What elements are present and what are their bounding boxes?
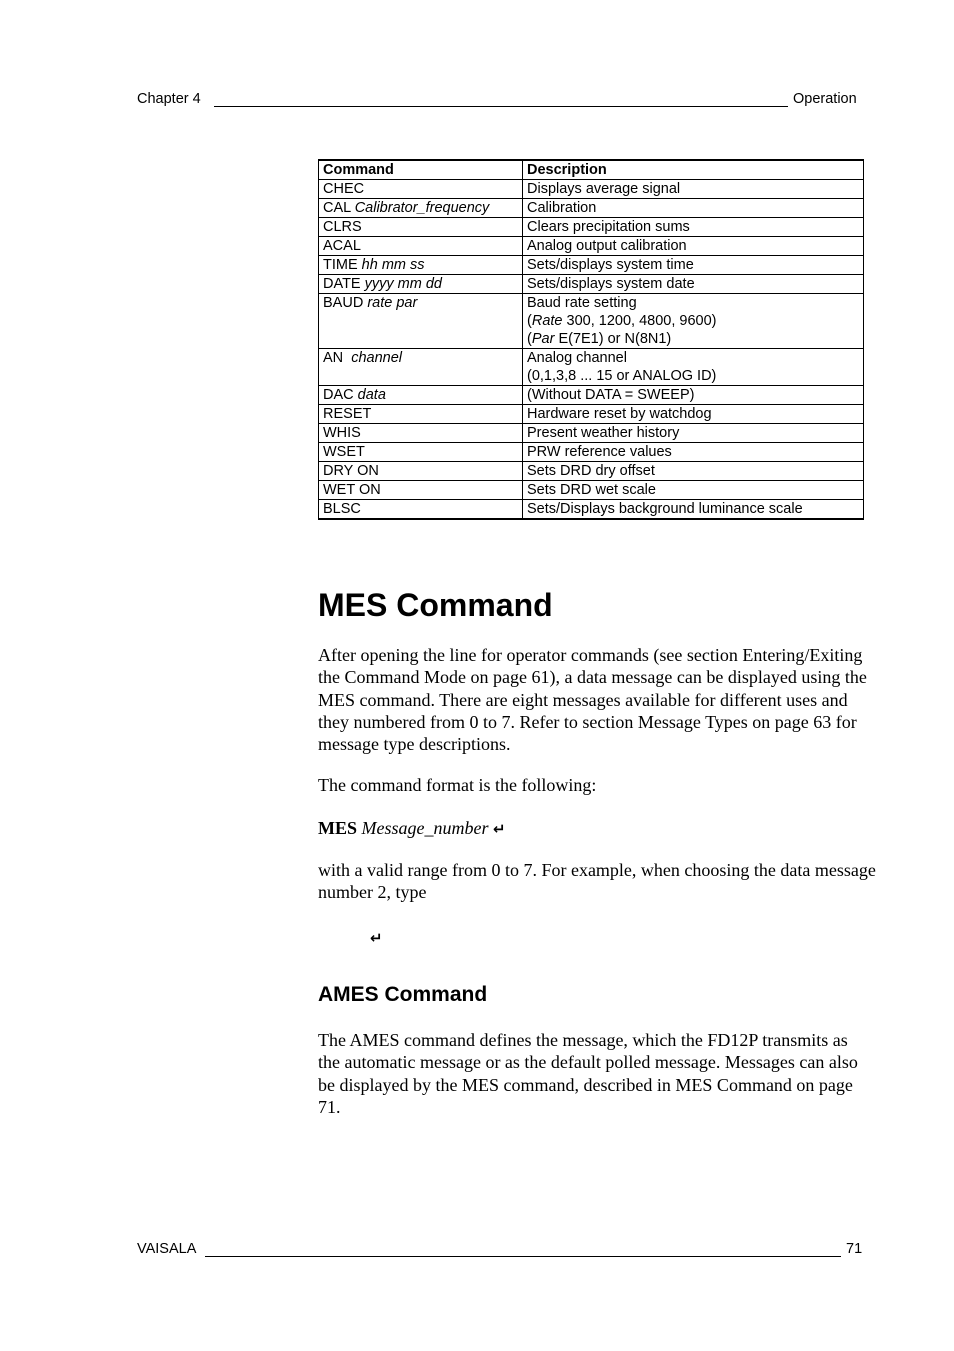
- subsection-paragraph: The AMES command defines the message, which the FD12P transmits as the automatic message or as the default polled message. Messages can also be displayed by the MES command, described in MES Command on page 71.: [318, 1030, 858, 1117]
- table-row: [319, 386, 864, 405]
- column-header-command: Command: [319, 160, 523, 180]
- example-line: [370, 926, 410, 949]
- description-line: Calibration: [527, 200, 597, 216]
- command-name: WSET: [323, 444, 365, 460]
- command-cell: [319, 405, 523, 424]
- command-name: DATE: [323, 276, 365, 292]
- description-text: 300, 1200, 4800, 9600): [562, 313, 717, 329]
- command-table: [318, 159, 864, 520]
- description-cell: [523, 294, 864, 349]
- description-line: PRW reference values: [527, 444, 672, 460]
- description-cell: [523, 500, 864, 520]
- description-line: Sets DRD wet scale: [527, 482, 656, 498]
- section-paragraph-intro: After opening the line for operator commands (see section Entering/Exiting the Command Mode on page 61), a data message can be displayed using the MES command. There are eight messages available for different uses and they numbered from 0 to 7. Refer to section Message Types on page 63 for message type descriptions.: [318, 645, 867, 755]
- table-row: [319, 405, 864, 424]
- description-parameter: Par: [531, 331, 555, 347]
- syntax-argument: Message_number: [361, 818, 489, 838]
- description-cell: [523, 275, 864, 294]
- description-line: Analog output calibration: [527, 238, 687, 254]
- table-body: [319, 180, 864, 520]
- command-cell: [319, 386, 523, 405]
- description-cell: [523, 199, 864, 218]
- description-line: (Without DATA = SWEEP): [527, 387, 695, 403]
- footer-company: VAISALA: [137, 1241, 197, 1257]
- column-header-description: Description: [523, 160, 864, 180]
- description-line: [527, 330, 859, 348]
- page-number: 71: [846, 1241, 863, 1257]
- description-cell: [523, 237, 864, 256]
- command-argument: data: [357, 387, 386, 403]
- table-row: [319, 256, 864, 275]
- command-name: DAC: [323, 387, 358, 403]
- description-text: (: [527, 331, 532, 347]
- table-row: [319, 199, 864, 218]
- description-line: (0,1,3,8 ... 15 or ANALOG ID): [527, 368, 717, 384]
- description-line: Displays average signal: [527, 181, 681, 197]
- footer-rule: [205, 1256, 841, 1257]
- command-syntax: [318, 817, 878, 840]
- description-line: Sets/displays system time: [527, 257, 694, 273]
- header-rule: [214, 106, 788, 107]
- description-cell: [523, 349, 864, 386]
- command-argument: hh mm ss: [361, 257, 425, 273]
- description-line: Sets/displays system date: [527, 276, 695, 292]
- table-row: [319, 500, 864, 520]
- description-cell: [523, 386, 864, 405]
- command-name: CAL: [323, 200, 355, 216]
- command-name: CHEC: [323, 181, 365, 197]
- description-line: Baud rate setting: [527, 295, 637, 311]
- description-cell: [523, 481, 864, 500]
- command-cell: [319, 462, 523, 481]
- command-cell: [319, 424, 523, 443]
- enter-key-icon: ↵: [370, 929, 383, 947]
- table-header-row: [319, 160, 864, 180]
- enter-key-icon: ↵: [493, 820, 506, 838]
- description-cell: [523, 256, 864, 275]
- command-cell: [319, 199, 523, 218]
- table-row: [319, 180, 864, 199]
- command-argument: channel: [351, 350, 402, 366]
- command-name: AN: [323, 350, 352, 366]
- command-cell: [319, 256, 523, 275]
- description-line: Clears precipitation sums: [527, 219, 690, 235]
- description-cell: [523, 443, 864, 462]
- command-name: CLRS: [323, 219, 362, 235]
- command-name: RESET: [323, 406, 372, 422]
- command-cell: [319, 349, 523, 386]
- command-cell: [319, 500, 523, 520]
- table-row: [319, 218, 864, 237]
- table-row: [319, 294, 864, 349]
- table-row: [319, 424, 864, 443]
- description-line: Sets DRD dry offset: [527, 463, 655, 479]
- command-name: WET ON: [323, 482, 381, 498]
- description-line: Hardware reset by watchdog: [527, 406, 712, 422]
- description-cell: [523, 462, 864, 481]
- command-name: DRY ON: [323, 463, 379, 479]
- command-cell: [319, 218, 523, 237]
- description-cell: [523, 180, 864, 199]
- command-cell: [319, 275, 523, 294]
- section-title: MES Command: [318, 587, 553, 623]
- table-row: [319, 462, 864, 481]
- description-cell: [523, 405, 864, 424]
- command-cell: [319, 481, 523, 500]
- description-line: [527, 312, 859, 330]
- section-paragraph-range: with a valid range from 0 to 7. For example, when choosing the data message number 2, type: [318, 860, 876, 903]
- header-chapter: Chapter 4: [137, 91, 201, 107]
- command-name: WHIS: [323, 425, 361, 441]
- command-name: BLSC: [323, 501, 361, 517]
- command-argument: rate par: [367, 295, 418, 311]
- section-paragraph-format: The command format is the following:: [318, 775, 597, 795]
- description-line: Present weather history: [527, 425, 680, 441]
- header-section: Operation: [793, 91, 857, 107]
- command-argument: yyyy mm dd: [364, 276, 442, 292]
- description-text: E(7E1) or N(8N1): [554, 331, 672, 347]
- command-argument: Calibrator_frequency: [354, 200, 490, 216]
- table-row: [319, 481, 864, 500]
- table-row: [319, 275, 864, 294]
- command-name: ACAL: [323, 238, 361, 254]
- description-text: (: [527, 313, 532, 329]
- command-name: BAUD: [323, 295, 368, 311]
- command-name: TIME: [323, 257, 362, 273]
- description-cell: [523, 424, 864, 443]
- subsection-title: AMES Command: [318, 983, 488, 1006]
- description-parameter: Rate: [531, 313, 563, 329]
- table-row: [319, 443, 864, 462]
- command-cell: [319, 180, 523, 199]
- command-cell: [319, 237, 523, 256]
- table-row: [319, 349, 864, 386]
- syntax-command: MES: [318, 818, 358, 838]
- description-line: Analog channel: [527, 350, 627, 366]
- command-cell: [319, 294, 523, 349]
- table-row: [319, 237, 864, 256]
- description-cell: [523, 218, 864, 237]
- command-cell: [319, 443, 523, 462]
- description-line: Sets/Displays background luminance scale: [527, 501, 803, 517]
